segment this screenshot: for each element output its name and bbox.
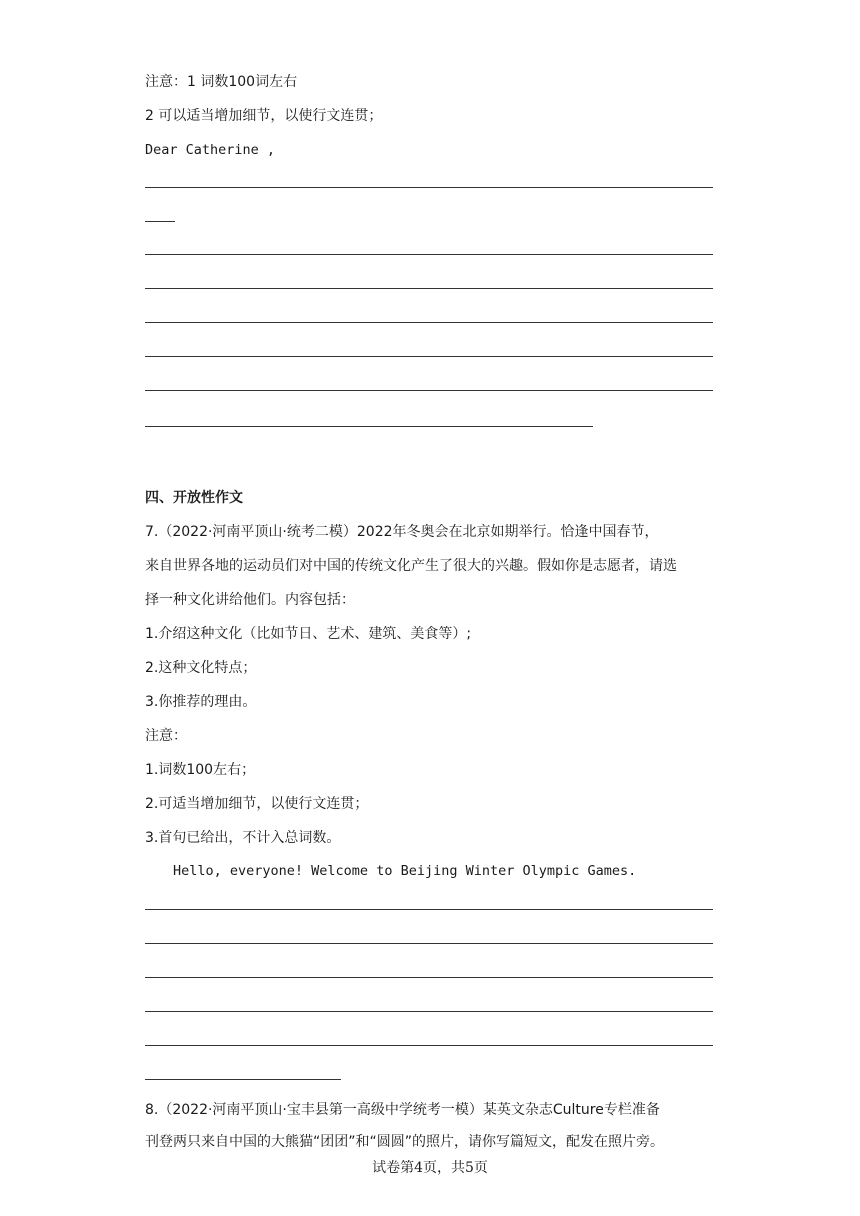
answer-line: [145, 254, 713, 255]
question-7-item: 2.这种文化特点；: [145, 660, 257, 676]
answer-line: [145, 187, 713, 188]
answer-line: [145, 322, 713, 323]
question-7-note: 2.可适当增加细节，以使行文连贯；: [145, 796, 369, 812]
note-add-details: 2 可以适当增加细节，以使行文连贯；: [145, 108, 383, 124]
answer-line: [145, 356, 713, 357]
answer-line: [145, 1011, 713, 1012]
question-8-text: 刊登两只来自中国的大熊猫“团团”和“圆圆”的照片，请你写篇短文，配发在照片旁。: [145, 1134, 665, 1150]
question-7-text: 7.（2022·河南平顶山·统考二模）2022年冬奥会在北京如期举行。恰逢中国春节，: [145, 524, 659, 540]
section-heading: 四、开放性作文: [145, 490, 243, 506]
question-8-text: 8.（2022·河南平顶山·宝丰县第一高级中学统考一模）某英文杂志Culture专栏准备: [145, 1102, 660, 1118]
question-7-note: 1.词数100左右；: [145, 762, 256, 778]
question-7-text: 来自世界各地的运动员们对中国的传统文化产生了很大的兴趣。假如你是志愿者，请选: [145, 558, 677, 574]
answer-line: [145, 943, 713, 944]
answer-line: [145, 390, 713, 391]
letter-salutation: Dear Catherine ,: [145, 142, 276, 158]
answer-line: [145, 977, 713, 978]
page-footer: 试卷第4页，共5页: [372, 1160, 488, 1176]
question-7-text: 择一种文化讲给他们。内容包括：: [145, 592, 355, 608]
question-7-item: 3.你推荐的理由。: [145, 694, 257, 710]
question-7-opening-sentence: Hello, everyone! Welcome to Beijing Winter Olympic Games.: [173, 863, 637, 879]
answer-line: [145, 1045, 713, 1046]
answer-line: [145, 288, 713, 289]
question-7-notes-heading: 注意：: [145, 728, 187, 744]
question-7-note: 3.首句已给出，不计入总词数。: [145, 830, 341, 846]
question-7-item: 1.介绍这种文化（比如节日、艺术、建筑、美食等）;: [145, 626, 472, 642]
note-word-count: 注意：1 词数100词左右: [145, 74, 298, 90]
answer-line: [145, 426, 593, 427]
answer-line: [145, 221, 175, 222]
answer-line: [145, 909, 713, 910]
answer-line: [145, 1079, 341, 1080]
